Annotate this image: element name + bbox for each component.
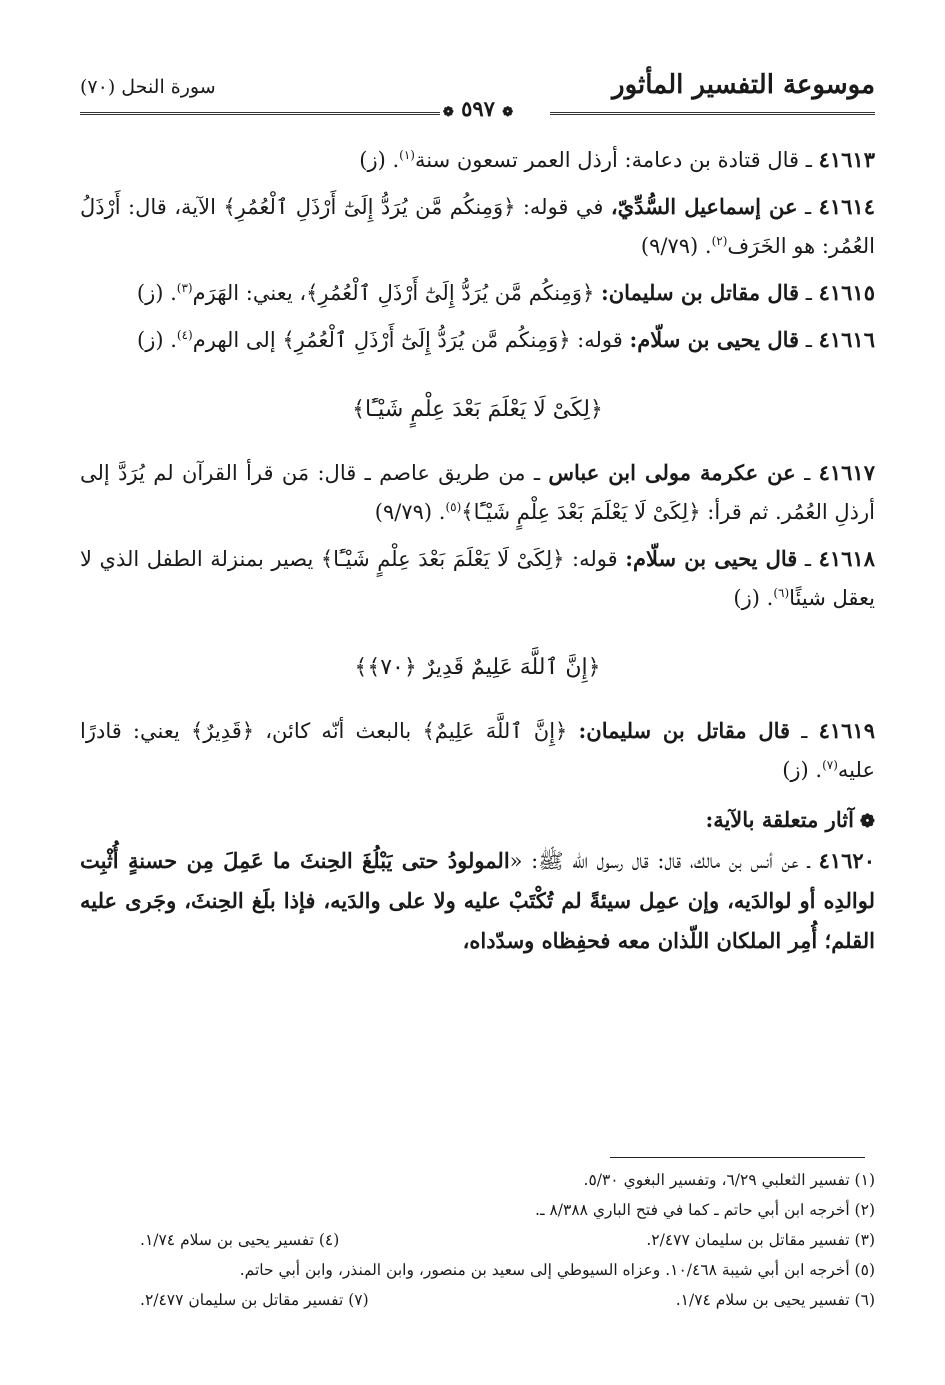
- footnote-ref[interactable]: (٣): [176, 281, 193, 295]
- entry-tail: . (ز): [136, 281, 177, 305]
- footnote-3: (٣) تفسير مقاتل بن سليمان ٢/٤٧٧.: [646, 1231, 875, 1249]
- footnote-ref[interactable]: (٧): [822, 758, 838, 772]
- entry-number: ٤١٦١٧: [818, 460, 875, 485]
- narrator-name: قال مقاتل بن سليمان:: [601, 280, 800, 305]
- ornament-icon: ❁: [442, 105, 454, 120]
- entry-41617: [80, 453, 875, 532]
- footnote-1: (١) تفسير الثعلبي ٦/٢٩، وتفسير البغوي ٥/٣٠.: [583, 1171, 875, 1189]
- main-text: [80, 140, 875, 968]
- entry-tail: . (٩/٧٩): [374, 500, 446, 524]
- book-title: موسوعة التفسير المأثور: [612, 70, 875, 100]
- hadith-text: المولودُ حتى يَبْلُغَ الحِنثَ ما عَمِلَ مِن حسنةٍ أُثْبِت لوالدِه أو لوالدَيه، وإن عمِل سيئةً لم تُكْتَبْ عليه ولا على والدَيه، فإذا بلَغ الحِنثَ، وجَرى عليه القلم؛ أُمِر الملكان اللّذان معه فحفِظاه وسدّداه،: [80, 848, 875, 953]
- entry-41618: [80, 539, 875, 618]
- entry-text: قوله: ﴿لِكَىْ لَا يَعْلَمَ بَعْدَ عِلْمٍ شَيْـًٔا﴾ يصير بمنزلة الطفل الذي لا يعقل شيئًا: [80, 547, 875, 610]
- footnote-ref[interactable]: (٢): [711, 234, 728, 248]
- entry-41615: [80, 273, 875, 313]
- entry-41619: [80, 711, 875, 790]
- entry-tail: . (ز): [359, 148, 400, 172]
- narrator-name: قال يحيى بن سلّام:: [625, 546, 798, 571]
- entry-text: قوله: ﴿وَمِنكُم مَّن يُرَدُّ إِلَىٰٓ أَرْذَلِ ٱلْعُمُرِ﴾ إلى الهرم: [192, 328, 630, 352]
- page-number: ٥٩٧: [461, 96, 495, 121]
- header-rule-right: [550, 112, 875, 115]
- entry-number: ٤١٦١٨: [818, 546, 875, 571]
- narrator-name: قال يحيى بن سلّام:: [629, 327, 800, 352]
- footnote-separator: [610, 1157, 865, 1158]
- entry-dash: ـ: [797, 547, 819, 571]
- entry-text: في قوله: ﴿وَمِنكُم مَّن يُرَدُّ إِلَىٰٓ أَرْذَلِ ٱلْعُمُرِ﴾ الآية، قال: أَرْذَلُ العُمُر: هو الخَرَف: [80, 195, 875, 258]
- section-heading: [80, 800, 875, 841]
- entry-dash: ـ: [799, 281, 819, 305]
- entry-text: ﴿وَمِنكُم مَّن يُرَدُّ إِلَىٰٓ أَرْذَلِ ٱلْعُمُرِ﴾، يعني: الهَرَم: [192, 281, 601, 305]
- hadith-intro: عن أنس بن مالك، قال: قال رسول الله ﷺ: «: [509, 849, 799, 873]
- entry-tail: . (ز): [733, 586, 774, 610]
- narrator-name: عن عكرمة مولى ابن عباس: [548, 460, 796, 485]
- entry-dash: ـ: [799, 328, 819, 352]
- entry-text: ـ من طريق عاصم ـ قال: مَن قرأ القرآن لم يُرَدَّ إلى أرذلِ العُمُر. ثم قرأ: ﴿لِكَىْ لَا يَعْلَمَ بَعْدَ عِلْمٍ شَيْـًٔا﴾: [80, 461, 875, 524]
- entry-dash: ـ: [790, 719, 819, 743]
- footnotes: [80, 1165, 875, 1315]
- footnote-5: (٥) أخرجه ابن أبي شيبة ١٠/٤٦٨. وعزاه السيوطي إلى سعيد بن منصور، وابن المنذر، وابن أبي حاتم.: [239, 1261, 875, 1279]
- entry-number: ٤١٦١٤: [818, 194, 875, 219]
- footnote-row: [80, 1285, 875, 1315]
- verse-heading: ﴿إِنَّ ٱللَّهَ عَلِيمٌ قَدِيرٌ ﴿٧٠﴾﴾: [354, 655, 601, 680]
- entry-41616: [80, 320, 875, 360]
- footnote-4: (٤) تفسير يحيى بن سلام ١/٧٤.: [140, 1231, 340, 1249]
- entry-tail: . (ز): [782, 758, 823, 782]
- entry-number: ٤١٦١٩: [818, 718, 875, 743]
- footnote-ref[interactable]: (٦): [773, 586, 790, 600]
- ornament-icon: ❁: [502, 105, 514, 120]
- entry-41620: [80, 841, 875, 961]
- footnote-row: [80, 1225, 875, 1255]
- entry-dash: ـ: [799, 148, 819, 172]
- footnote-6: (٦) تفسير يحيى بن سلام ١/٧٤.: [675, 1291, 875, 1309]
- entry-dash: ـ: [795, 461, 819, 485]
- entry-number: ٤١٦١٣: [818, 147, 875, 172]
- footnote-2: (٢) أخرجه ابن أبي حاتم ـ كما في فتح الباري ٨/٣٨٨ ـ.: [535, 1201, 875, 1219]
- entry-41613: [80, 140, 875, 180]
- narrator-name: قال مقاتل بن سليمان:: [578, 718, 791, 743]
- footnote-7: (٧) تفسير مقاتل بن سليمان ٢/٤٧٧.: [140, 1291, 369, 1309]
- footnote-ref[interactable]: (٤): [176, 328, 193, 342]
- footnote-ref[interactable]: (١): [399, 148, 415, 162]
- surah-label: سورة النحل (٧٠): [80, 76, 216, 98]
- entry-number: ٤١٦٢٠: [818, 848, 875, 873]
- entry-number: ٤١٦١٦: [818, 327, 875, 352]
- flower-ornament-icon: ❁: [859, 811, 875, 832]
- section-title: آثار متعلقة بالآية:: [705, 807, 854, 832]
- entry-text: ﴿إِنَّ ٱللَّهَ عَلِيمٌ﴾ بالبعث أنّه كائن، ﴿قَدِيرٌ﴾ يعني: قادرًا عليه: [80, 719, 875, 782]
- header-rule-left: [80, 112, 440, 115]
- page-header: [80, 68, 875, 124]
- entry-dash: ـ: [798, 849, 819, 873]
- footnote-ref[interactable]: (٥): [445, 500, 462, 514]
- narrator-name: عن إسماعيل السُّدِّيّ،: [610, 194, 798, 219]
- entry-text: قال قتادة بن دعامة: أرذل العمر تسعون سنة: [414, 148, 800, 172]
- entry-number: ٤١٦١٥: [818, 280, 875, 305]
- verse-heading: ﴿لِكَىْ لَا يَعْلَمَ بَعْدَ عِلْمٍ شَيْـًٔا﴾: [352, 397, 603, 422]
- entry-dash: ـ: [797, 195, 819, 219]
- entry-41614: [80, 187, 875, 266]
- entry-tail: . (٩/٧٩): [640, 234, 712, 258]
- entry-tail: . (ز): [137, 328, 177, 352]
- page-number-group: [418, 96, 538, 121]
